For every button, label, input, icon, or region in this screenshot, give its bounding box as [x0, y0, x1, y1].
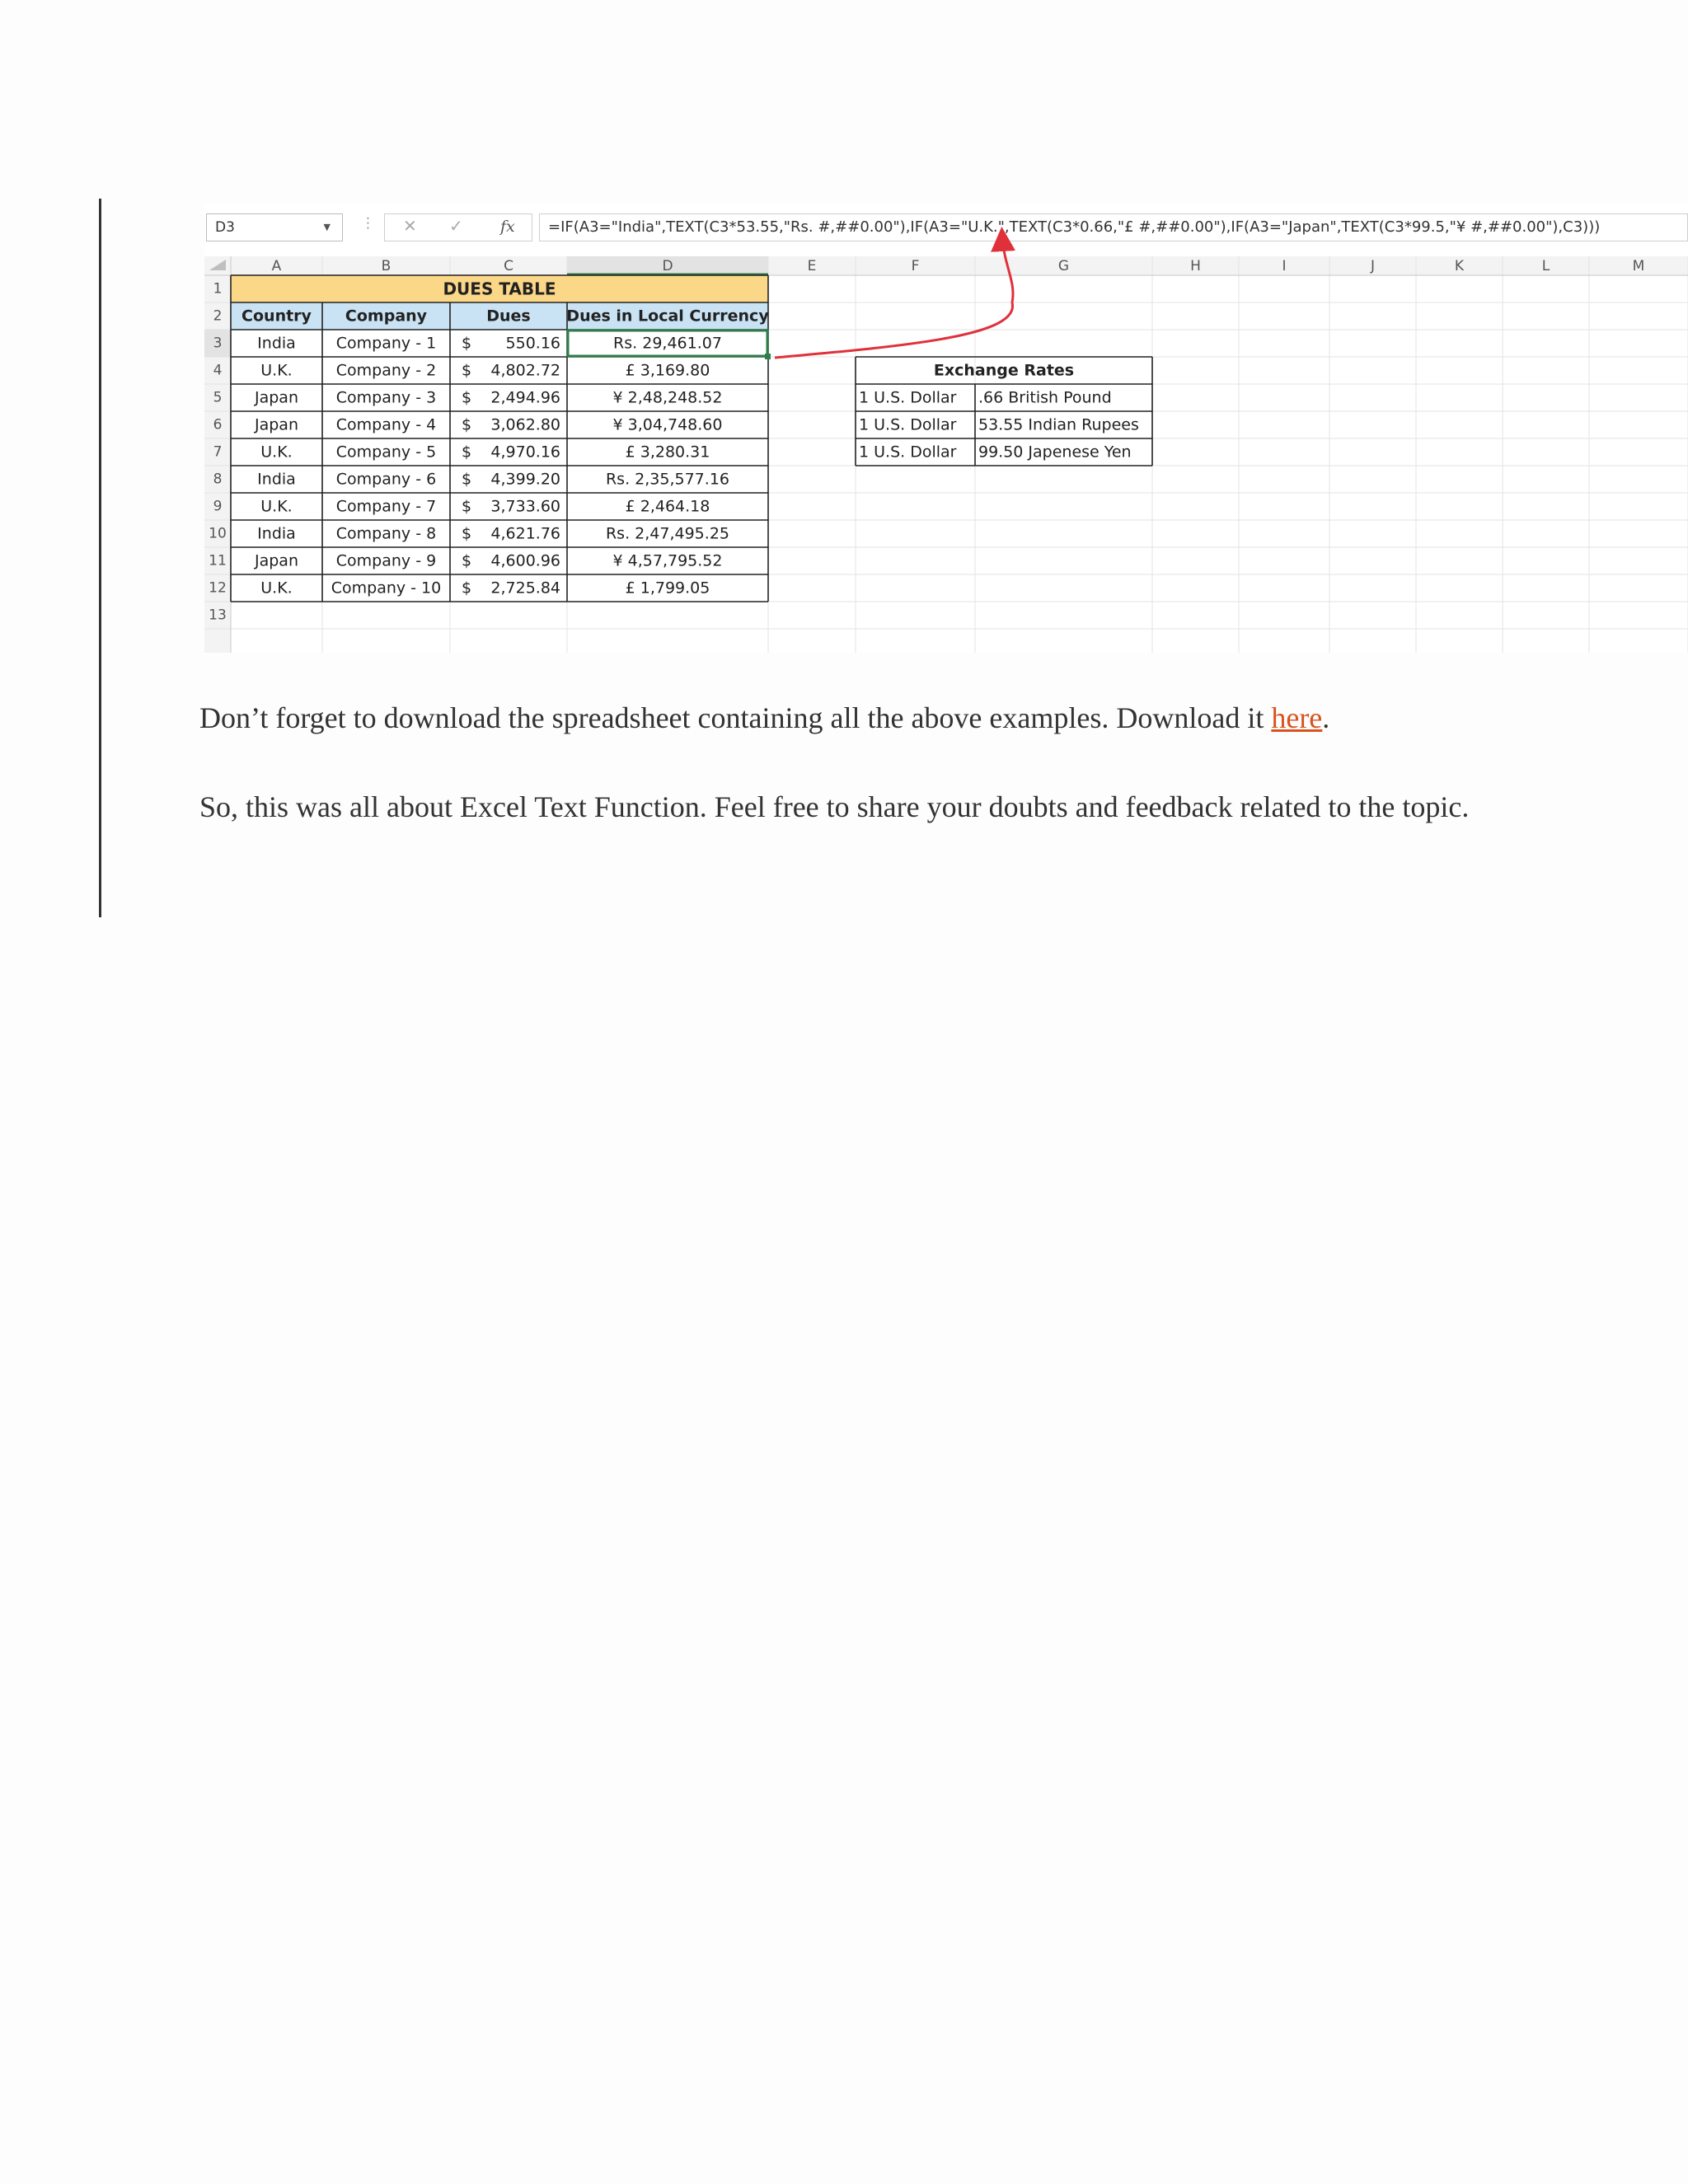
row-header-10: 10	[209, 525, 227, 542]
download-here-link[interactable]: here	[1271, 701, 1323, 734]
company-cell: Company - 10	[331, 579, 442, 598]
row-header-2: 2	[213, 307, 223, 325]
dues-currency-cell: $	[462, 415, 472, 434]
country-cell: Japan	[255, 551, 298, 570]
dues-header-2: Dues	[486, 307, 531, 326]
dues-cell: 4,802.72	[490, 361, 560, 380]
period-text: .	[1322, 701, 1330, 734]
local-currency-cell: ¥ 3,04,748.60	[612, 415, 723, 434]
company-cell: Company - 3	[335, 388, 437, 407]
local-currency-cell: £ 3,169.80	[625, 361, 710, 380]
dues-header-3: Dues in Local Currency	[566, 307, 769, 326]
column-header-f: F	[911, 258, 920, 274]
dues-currency-cell: $	[462, 497, 472, 516]
company-cell: Company - 4	[335, 415, 437, 434]
country-cell: U.K.	[260, 579, 293, 598]
download-paragraph	[199, 698, 1518, 738]
country-cell: U.K.	[260, 443, 293, 462]
exchange-rates-title: Exchange Rates	[933, 361, 1075, 380]
dropdown-arrow-icon[interactable]: ▼	[323, 222, 331, 232]
local-currency-cell: Rs. 2,35,577.16	[605, 470, 730, 489]
dues-header-0: Country	[241, 307, 312, 326]
insert-function-icon[interactable]: fx	[500, 218, 515, 236]
formula-buttons	[384, 213, 532, 241]
rate-from-cell: 1 U.S. Dollar	[859, 388, 957, 407]
column-header-b: B	[381, 258, 392, 274]
company-cell: Company - 9	[335, 551, 437, 570]
company-cell: Company - 8	[335, 524, 437, 543]
rate-from-cell: 1 U.S. Dollar	[859, 415, 957, 434]
country-cell: Japan	[255, 415, 298, 434]
country-cell: India	[257, 524, 296, 543]
left-border-rule	[99, 199, 101, 917]
dues-currency-cell: $	[462, 443, 472, 462]
row-header-6: 6	[213, 416, 223, 434]
rate-to-cell: 53.55 Indian Rupees	[978, 415, 1139, 434]
spreadsheet-grid[interactable]	[204, 256, 1688, 653]
dues-cell: 4,600.96	[490, 551, 560, 570]
vertical-dots-icon: ⋮	[361, 215, 375, 232]
local-currency-cell: £ 3,280.31	[625, 443, 710, 462]
column-header-j: J	[1370, 258, 1376, 274]
cancel-icon[interactable]: ✕	[403, 216, 417, 236]
dues-currency-cell: $	[462, 551, 472, 570]
dues-cell: 4,399.20	[490, 470, 560, 489]
country-cell: U.K.	[260, 361, 293, 380]
name-box-value: D3	[215, 219, 235, 236]
row-header-13: 13	[209, 607, 227, 624]
company-cell: Company - 2	[335, 361, 437, 380]
row-header-11: 11	[209, 552, 227, 569]
dues-cell: 2,725.84	[490, 579, 560, 598]
column-header-k: K	[1454, 258, 1465, 274]
name-box[interactable]	[206, 213, 343, 241]
dues-table-title: DUES TABLE	[443, 279, 556, 299]
download-text: Don’t forget to download the spreadsheet containing all the above examples. Download it	[199, 701, 1272, 734]
row-header-7: 7	[213, 443, 223, 461]
column-header-bar	[204, 256, 1688, 275]
column-header-m: M	[1632, 258, 1645, 274]
closing-paragraph: So, this was all about Excel Text Function. Feel free to share your doubts and feedback related to the topic.	[199, 790, 1470, 823]
local-currency-cell: ¥ 2,48,248.52	[612, 388, 723, 407]
country-cell: India	[257, 470, 296, 489]
local-currency-cell: £ 1,799.05	[625, 579, 710, 598]
column-header-h: H	[1190, 258, 1201, 274]
dues-cell: 550.16	[505, 334, 560, 353]
row-header-9: 9	[213, 498, 223, 515]
column-header-l: L	[1541, 258, 1550, 274]
local-currency-cell: ¥ 4,57,795.52	[612, 551, 723, 570]
column-header-i: I	[1282, 258, 1287, 274]
formula-input[interactable]: =IF(A3="India",TEXT(C3*53.55,"Rs. #,##0.00"),IF(A3="U.K.",TEXT(C3*0.66,"£ #,##0.00"),IF(A3="Japan",TEXT(C3*99.5,"¥ #,##0.00"),C3)))	[539, 213, 1688, 241]
dues-header-1: Company	[345, 307, 428, 326]
company-cell: Company - 5	[335, 443, 437, 462]
dues-cell: 4,621.76	[490, 524, 560, 543]
company-cell: Company - 1	[335, 334, 437, 353]
row-header-3: 3	[213, 335, 223, 352]
company-cell: Company - 6	[335, 470, 437, 489]
fill-handle	[765, 354, 771, 359]
rate-from-cell: 1 U.S. Dollar	[859, 443, 957, 462]
rate-to-cell: .66 British Pound	[978, 388, 1112, 407]
dues-cell: 4,970.16	[490, 443, 560, 462]
column-header-g: G	[1057, 258, 1070, 274]
country-cell: India	[257, 334, 296, 353]
rate-to-cell: 99.50 Japenese Yen	[978, 443, 1132, 462]
column-header-a: A	[271, 258, 282, 274]
local-currency-cell: Rs. 29,461.07	[613, 334, 722, 353]
local-currency-cell: Rs. 2,47,495.25	[605, 524, 730, 543]
dues-cell: 3,062.80	[490, 415, 560, 434]
country-cell: Japan	[255, 388, 298, 407]
row-header-12: 12	[209, 579, 227, 597]
formula-bar	[204, 204, 1688, 250]
row-header-4: 4	[213, 362, 223, 379]
dues-currency-cell: $	[462, 388, 472, 407]
company-cell: Company - 7	[335, 497, 437, 516]
dues-currency-cell: $	[462, 470, 472, 489]
row-header-8: 8	[213, 471, 223, 488]
dues-currency-cell: $	[462, 524, 472, 543]
row-header-1: 1	[213, 280, 223, 298]
enter-check-icon[interactable]: ✓	[449, 216, 463, 236]
column-header-c: C	[504, 258, 513, 274]
dues-currency-cell: $	[462, 334, 472, 353]
country-cell: U.K.	[260, 497, 293, 516]
column-header-e: E	[807, 258, 817, 274]
dues-cell: 3,733.60	[490, 497, 560, 516]
dues-currency-cell: $	[462, 361, 472, 380]
excel-screenshot	[204, 204, 1688, 653]
dues-currency-cell: $	[462, 579, 472, 598]
column-header-d: D	[662, 258, 673, 274]
row-header-5: 5	[213, 389, 223, 406]
dues-cell: 2,494.96	[490, 388, 560, 407]
local-currency-cell: £ 2,464.18	[625, 497, 710, 516]
